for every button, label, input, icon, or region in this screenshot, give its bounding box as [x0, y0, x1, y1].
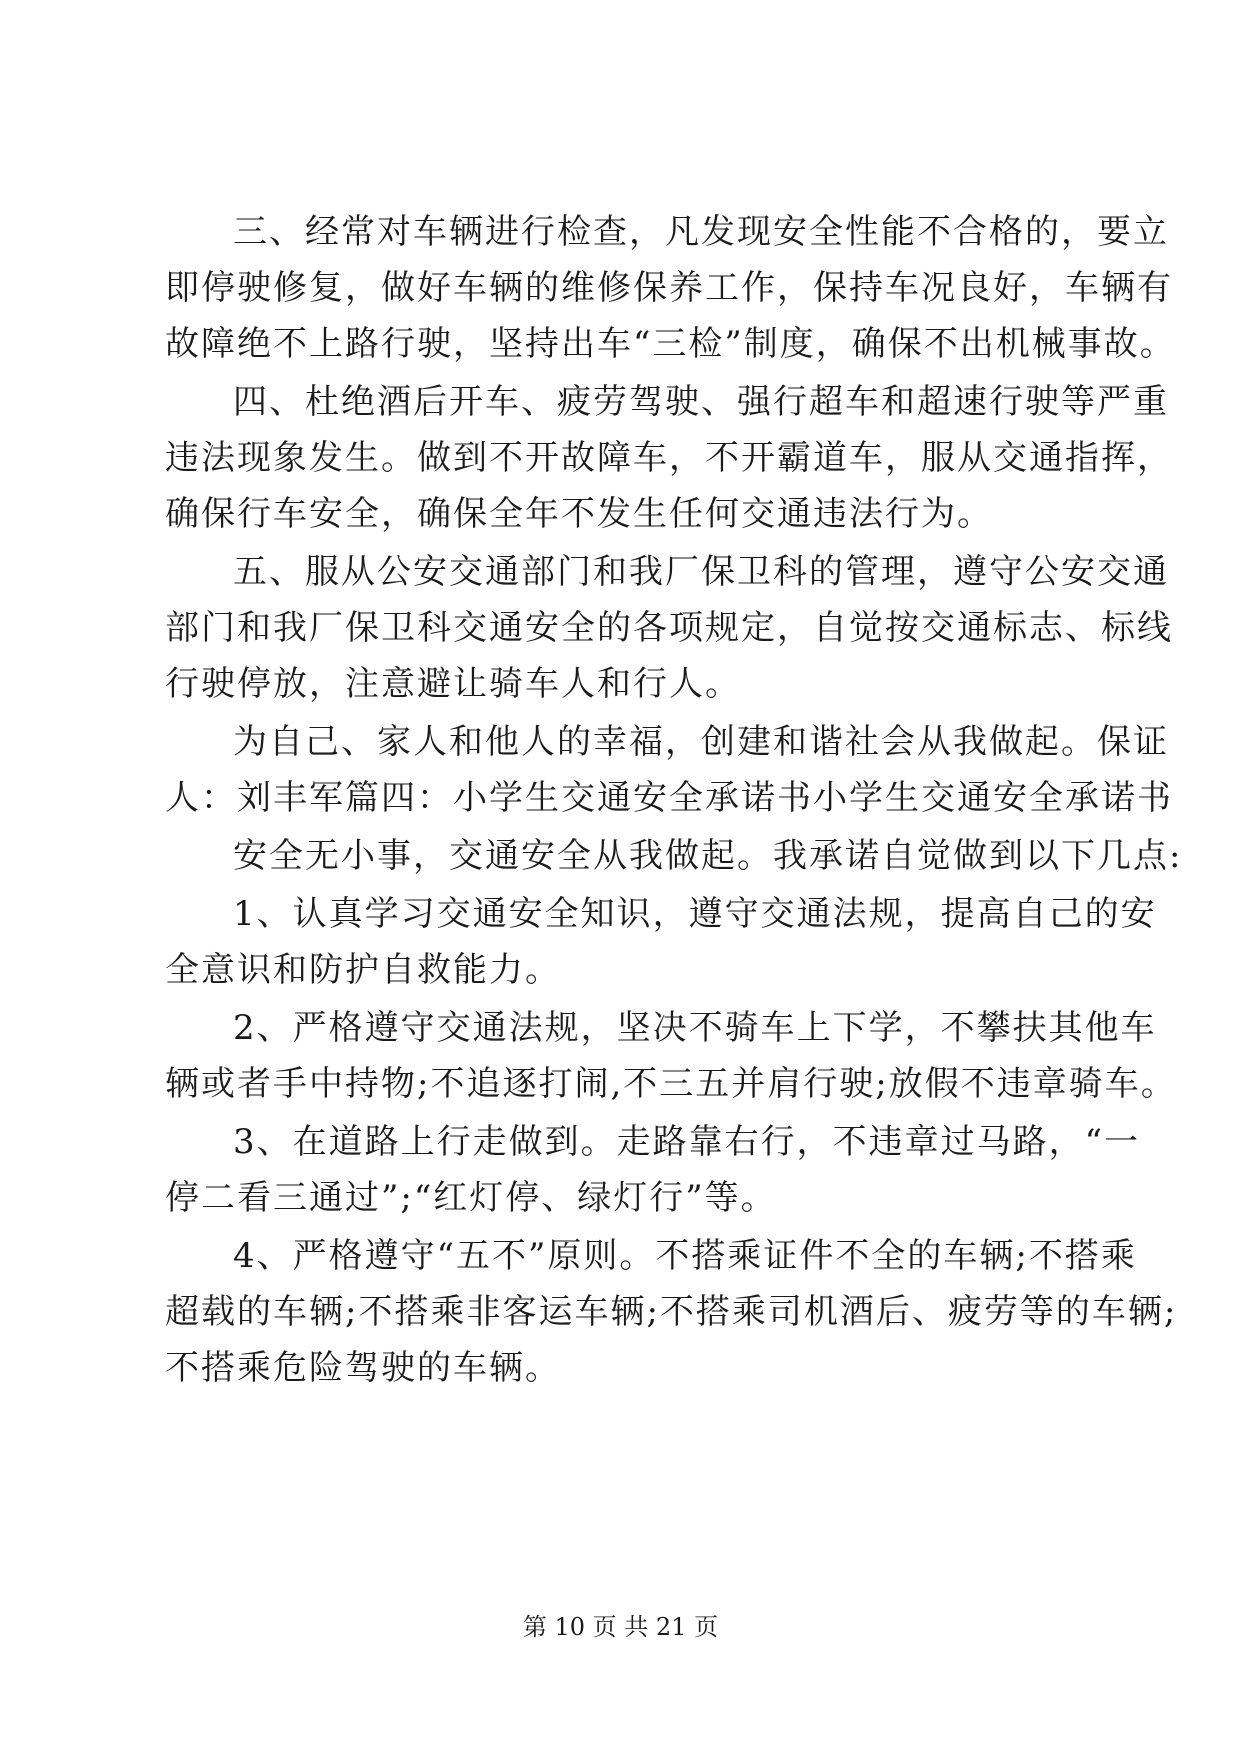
paragraph-line: 三、经常对车辆进行检查，凡发现安全性能不合格的，要立 — [233, 212, 1169, 252]
paragraph-line: 全意识和防护自救能力。 — [165, 950, 561, 990]
paragraph-line: 五、服从公安交通部门和我厂保卫科的管理，遵守公安交通 — [233, 552, 1169, 592]
paragraph-line: 4、严格遵守“五不”原则。不搭乘证件不全的车辆;不搭乘 — [233, 1236, 1137, 1276]
paragraph-line: 3、在道路上行走做到。走路靠右行，不违章过马路，“一 — [233, 1122, 1141, 1162]
paragraph-line: 确保行车安全，确保全年不发生任何交通违法行为。 — [165, 494, 993, 534]
paragraph-line: 安全无小事，交通安全从我做起。我承诺自觉做到以下几点: — [233, 836, 1183, 876]
page-number-footer: 第 10 页 共 21 页 — [522, 1613, 719, 1641]
paragraph-line: 不搭乘危险驾驶的车辆。 — [165, 1348, 561, 1388]
paragraph-line: 违法现象发生。做到不开故障车，不开霸道车，服从交通指挥， — [165, 438, 1173, 478]
paragraph-line: 辆或者手中持物;不追逐打闹,不三五并肩行驶;放假不违章骑车。 — [165, 1064, 1177, 1104]
paragraph-line: 超载的车辆;不搭乘非客运车辆;不搭乘司机酒后、疲劳等的车辆; — [165, 1292, 1178, 1332]
paragraph-line: 人：刘丰军篇四：小学生交通安全承诺书小学生交通安全承诺书 — [165, 778, 1173, 818]
paragraph-line: 部门和我厂保卫科交通安全的各项规定，自觉按交通标志、标线 — [165, 608, 1173, 648]
paragraph-line: 即停驶修复，做好车辆的维修保养工作，保持车况良好，车辆有 — [165, 268, 1173, 308]
paragraph-line: 行驶停放，注意避让骑车人和行人。 — [165, 664, 741, 704]
paragraph-line: 1、认真学习交通安全知识，遵守交通法规，提高自己的安 — [233, 894, 1157, 934]
paragraph-line: 故障绝不上路行驶，坚持出车“三检”制度，确保不出机械事故。 — [165, 324, 1176, 364]
paragraph-line: 为自己、家人和他人的幸福，创建和谐社会从我做起。保证 — [233, 722, 1169, 762]
paragraph-line: 2、严格遵守交通法规，坚决不骑车上下学，不攀扶其他车 — [233, 1008, 1157, 1048]
paragraph-line: 四、杜绝酒后开车、疲劳驾驶、强行超车和超速行驶等严重 — [233, 382, 1169, 422]
paragraph-line: 停二看三通过”;“红灯停、绿灯行”等。 — [165, 1178, 777, 1218]
